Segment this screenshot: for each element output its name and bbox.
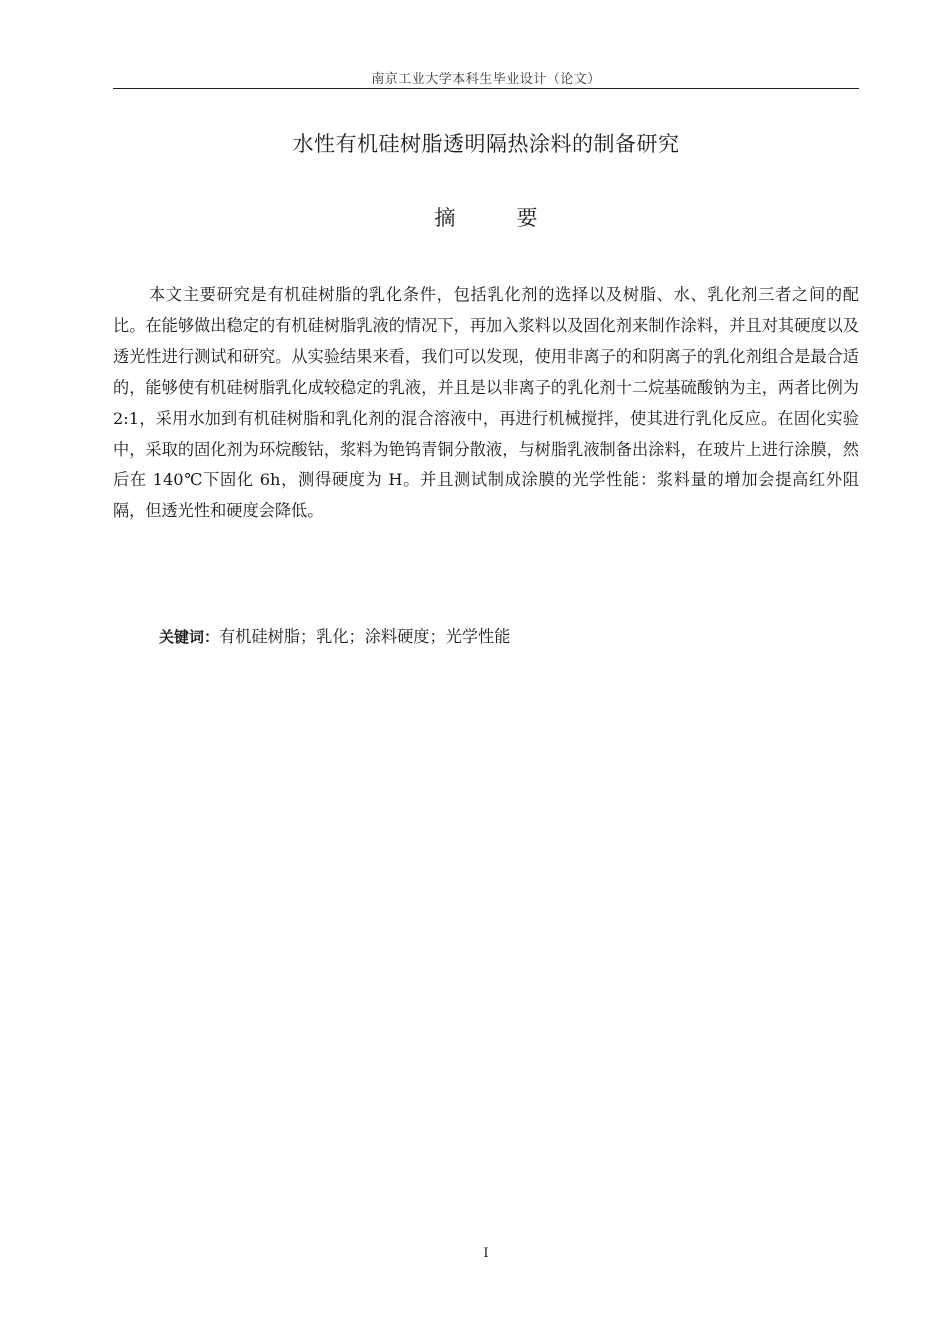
keywords-list: 有机硅树脂；乳化；涂料硬度；光学性能: [219, 627, 511, 646]
keywords-label: 关键词：: [159, 628, 220, 646]
abstract-heading: 摘 要: [434, 206, 558, 230]
document-title: 水性有机硅树脂透明隔热涂料的制备研究: [292, 132, 680, 156]
abstract-body: 本文主要研究是有机硅树脂的乳化条件，包括乳化剂的选择以及树脂、水、乳化剂三者之间的配比。在能够做出稳定的有机硅树脂乳液的情况下，再加入浆料以及固化剂来制作涂料，并且对其硬度以及透光性进行测试和研究。从实验结果来看，我们可以发现，使用非离子的和阴离子的乳化剂组合是最合适的，能够使有机硅树脂乳化成较稳定的乳液，并且是以非离子的乳化剂十二烷基硫酸钠为主，两者比例为 2:1，采用水加到有机硅树脂和乳化剂的混合溶液中，再进行机械搅拌，使其进行乳化反应。在固化实验中，采取的固化剂为环烷酸钴，浆料为铯钨青铜分散液，与树脂乳液制备出涂料，在玻片上进行涂膜，然后在 140℃下固化 6h，测得硬度为 H。并且测试制成涂膜的光学性能：浆料量的增加会提高红外阻隔，但透光性和硬度会降低。: [113, 285, 859, 521]
keywords-line: [159, 623, 510, 647]
header-divider: [113, 88, 859, 89]
running-header: 南京工业大学本科生毕业设计（论文）: [371, 72, 601, 87]
page-number: I: [483, 1246, 489, 1261]
